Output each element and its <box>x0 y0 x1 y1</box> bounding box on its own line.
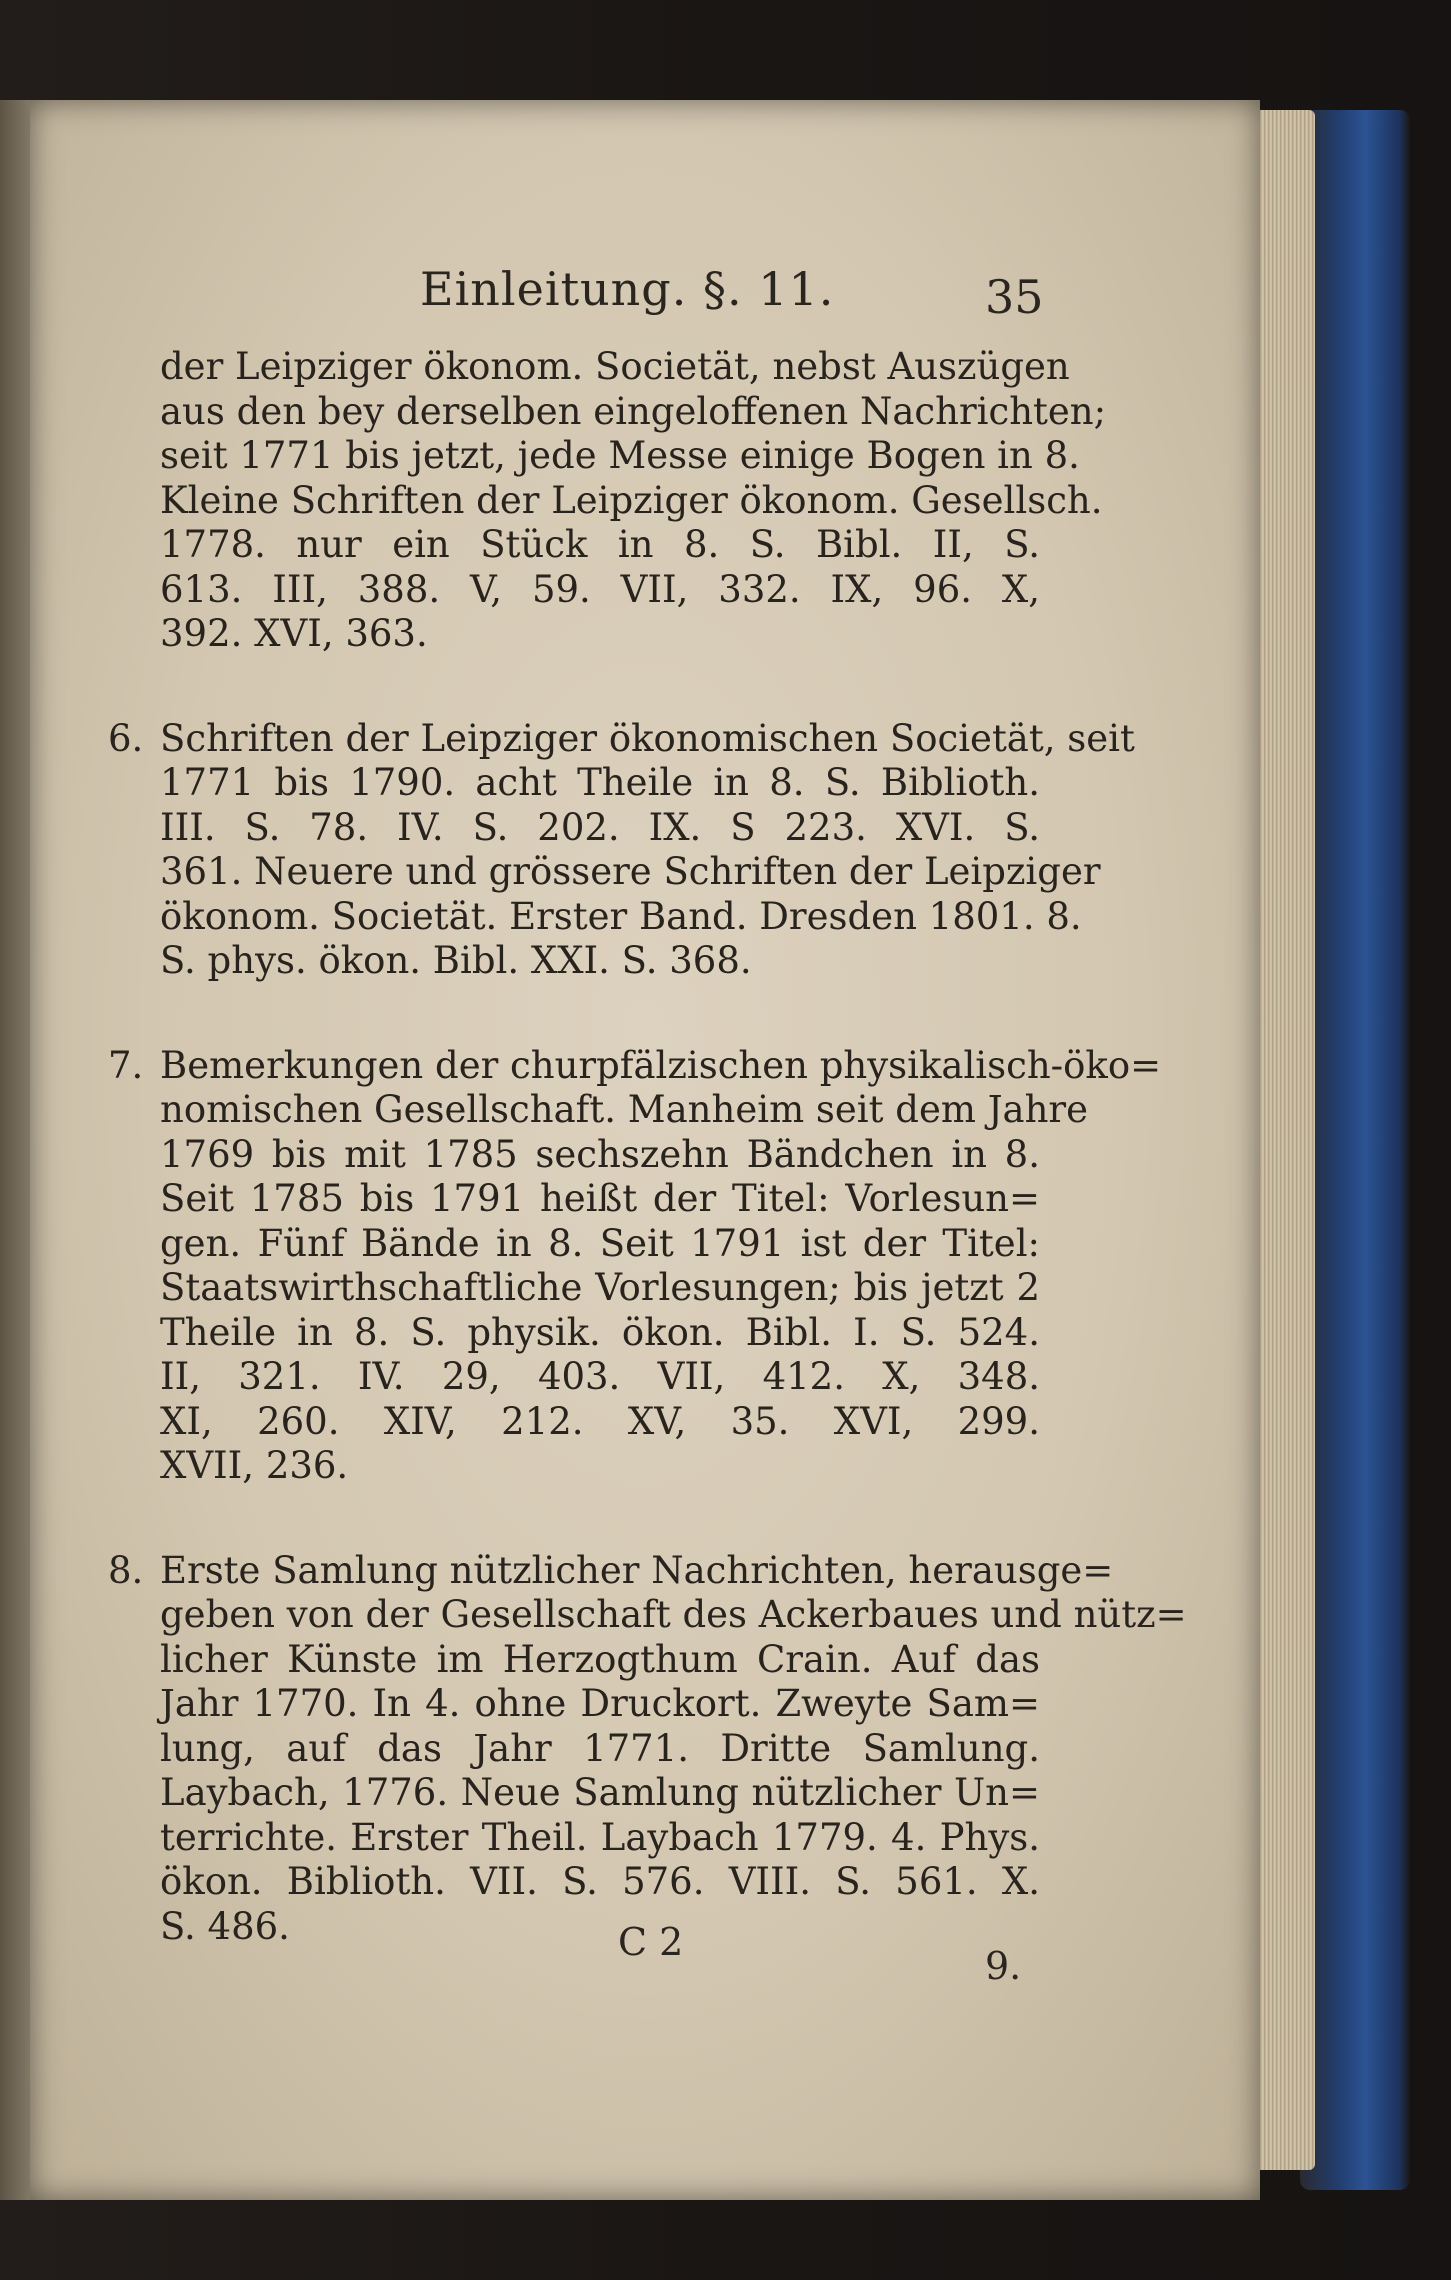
text-line: Staatswirthschaftliche Vorlesungen; bis jetzt 2 <box>160 1266 1040 1309</box>
text-line: S. 486. <box>160 1904 290 1948</box>
entry-number: 6. <box>108 716 144 760</box>
catchword: 9. <box>985 1944 1022 1988</box>
entry-7 <box>108 1043 1162 1489</box>
text-line: Schriften der Leipziger ökonomischen Societät, seit <box>160 716 1135 760</box>
page-number: 35 <box>985 270 1044 324</box>
text-line: Kleine Schriften der Leipziger ökonom. Gesellsch. <box>160 478 1103 522</box>
text-line: 1771 bis 1790. acht Theile in 8. S. Biblioth. <box>160 761 1040 804</box>
text-line: XVII, 236. <box>160 1444 349 1487</box>
text-line: 1778. nur ein Stück in 8. S. Bibl. II, S. <box>160 523 1040 566</box>
text-line: gen. Fünf Bände in 8. Seit 1791 ist der Titel: <box>160 1221 1040 1265</box>
entry-number: 7. <box>108 1043 144 1087</box>
text-line: ökonom. Societät. Erster Band. Dresden 1801. 8. <box>160 894 1082 938</box>
text-line: Bemerkungen der churpfälzischen physikalisch-öko= <box>160 1043 1162 1087</box>
text-line: seit 1771 bis jetzt, jede Messe einige Bogen in 8. <box>160 434 1080 477</box>
text-line: nomischen Gesellschaft. Manheim seit dem Jahre <box>160 1088 1088 1131</box>
text-line: Theile in 8. S. physik. ökon. Bibl. I. S. 524. <box>160 1310 1040 1354</box>
text-line: 392. XVI, 363. <box>160 612 428 655</box>
text-line: geben von der Gesellschaft des Ackerbaues und nütz= <box>160 1593 1187 1636</box>
text-line: 613. III, 388. V, 59. VII, 332. IX, 96. X, <box>160 567 1040 611</box>
text-line: ökon. Biblioth. VII. S. 576. VIII. S. 561. X. <box>160 1860 1040 1903</box>
text-line: Erste Samlung nützlicher Nachrichten, herausge= <box>160 1548 1114 1592</box>
text-line: Laybach, 1776. Neue Samlung nützlicher Un= <box>160 1771 1040 1814</box>
paragraph-gap <box>160 1489 1040 1549</box>
text-line: Jahr 1770. In 4. ohne Druckort. Zweyte Sam= <box>160 1682 1040 1725</box>
text-line: S. phys. ökon. Bibl. XXI. S. 368. <box>160 939 752 982</box>
text-line: 361. Neuere und grössere Schriften der Leipziger <box>160 850 1101 893</box>
text-line: 1769 bis mit 1785 sechszehn Bändchen in 8. <box>160 1132 1040 1176</box>
text-line: II, 321. IV. 29, 403. VII, 412. X, 348. <box>160 1355 1040 1398</box>
text-line: terrichte. Erster Theil. Laybach 1779. 4. Phys. <box>160 1815 1040 1859</box>
signature-mark: C 2 <box>618 1920 684 1964</box>
entry-8 <box>108 1548 1187 1950</box>
entry-6 <box>108 716 1135 984</box>
text-line: aus den bey derselben eingeloffenen Nachrichten; <box>160 389 1107 433</box>
text-block <box>108 345 1187 1949</box>
book-cover-edge <box>1300 110 1410 2190</box>
running-head: Einleitung. §. 11. <box>420 262 835 316</box>
text-line: der Leipziger ökonom. Societät, nebst Auszügen <box>160 345 1070 388</box>
paragraph-gap <box>160 657 1040 717</box>
text-line: Seit 1785 bis 1791 heißt der Titel: Vorlesun= <box>160 1177 1040 1220</box>
text-line: III. S. 78. IV. S. 202. IX. S 223. XVI. S. <box>160 805 1040 849</box>
paragraph-gap <box>160 984 1040 1044</box>
entry-number: 8. <box>108 1548 144 1592</box>
text-line: licher Künste im Herzogthum Crain. Auf das <box>160 1637 1040 1681</box>
intro-paragraph <box>160 345 1107 657</box>
text-line: lung, auf das Jahr 1771. Dritte Samlung. <box>160 1726 1040 1770</box>
text-line: XI, 260. XIV, 212. XV, 35. XVI, 299. <box>160 1399 1040 1443</box>
